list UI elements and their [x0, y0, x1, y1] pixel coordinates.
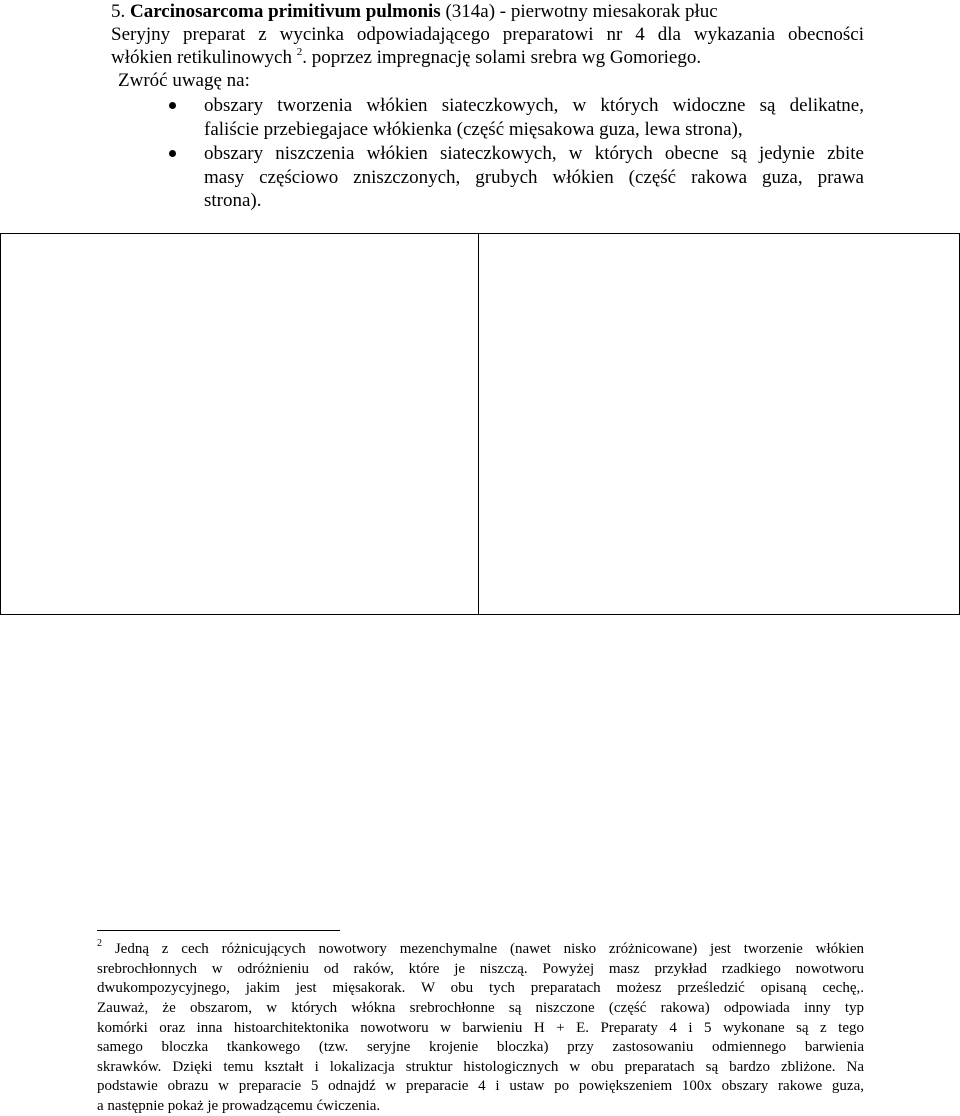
section-heading: [111, 0, 718, 23]
footnote-line-4: Zauważ, że obszarom, w których włókna srebrochłonne są niszczone (część rakowa) odpowiada inny typ: [97, 1000, 864, 1016]
footnote-reference: 2: [296, 46, 303, 58]
description-line-2-start: włókien retikulinowych: [111, 47, 297, 68]
description-line-2-end: . poprzez impregnację solami srebra wg Gomoriego.: [302, 47, 702, 68]
footnote-line-8: podstawie obrazu w preparacie 5 odnajdź w preparacie 4 i ustaw po powiększeniem 100x obszary rakowe guza,: [97, 1078, 864, 1094]
footnote-line-5: komórki oraz inna histoarchitektonika nowotworu w barwieniu H + E. Preparaty 4 i 5 wykonane są z tego: [97, 1020, 864, 1036]
description-line-1: Seryjny preparat z wycinka odpowiadającego preparatowi nr 4 dla wykazania obecności: [111, 24, 864, 45]
footnote-line-3: dwukompozycyjnego, jakim jest mięsakorak. W obu tych preparatach możesz prześledzić opisaną cechę,.: [97, 980, 864, 996]
bullet-2-line-3: strona).: [204, 190, 262, 211]
bullet-1-line-2: faliście przebiegajace włókienka (część mięsakowa guza, lewa strona),: [204, 119, 743, 140]
section-title-rest: (314a) - pierwotny miesakorak płuc: [440, 1, 718, 22]
note-intro: Zwróć uwagę na:: [118, 70, 250, 91]
footnote-line-7: skrawków. Dzięki temu kształt i lokalizacja struktur histologicznych w obu preparatach są bardzo zbliżone. Na: [97, 1059, 864, 1075]
footnote-line-2: srebrochłonnych w odróżnieniu od raków, które je niszczą. Powyżej masz przykład rzadkiego nowotworu: [97, 961, 864, 977]
section-title-bold: Carcinosarcoma primitivum pulmonis: [130, 1, 441, 22]
footnote-line-9: a następnie pokaż je prowadzącemu ćwiczenia.: [97, 1098, 381, 1114]
bullet-dot-icon: [169, 102, 176, 109]
bullet-2-line-2: masy częściowo zniszczonych, grubych włókien (część rakowa guza, prawa: [204, 167, 864, 188]
bullet-1-line-1: obszary tworzenia włókien siateczkowych, w których widoczne są delikatne,: [204, 95, 864, 116]
footnote-line-1-text: Jedną z cech różnicujących nowotwory mezenchymalne (nawet nisko zróżnicowane) jest tworzenie włókien: [114, 941, 864, 957]
section-number: 5.: [111, 1, 126, 22]
footnote-marker: 2: [97, 938, 102, 949]
footnote-separator: [97, 930, 340, 931]
description-line-2: [111, 46, 701, 69]
bullet-dot-icon: [169, 150, 176, 157]
bullet-2-line-1: obszary niszczenia włókien siateczkowych, w których obecne są jedynie zbite: [204, 143, 864, 164]
image-frame-left: [0, 233, 479, 615]
footnote-line-1: [97, 940, 864, 959]
image-frame-right: [478, 233, 960, 615]
footnote-line-6: samego bloczka tkankowego (tzw. seryjne krojenie bloczka) przy zastosowaniu odmiennego barwienia: [97, 1039, 864, 1055]
